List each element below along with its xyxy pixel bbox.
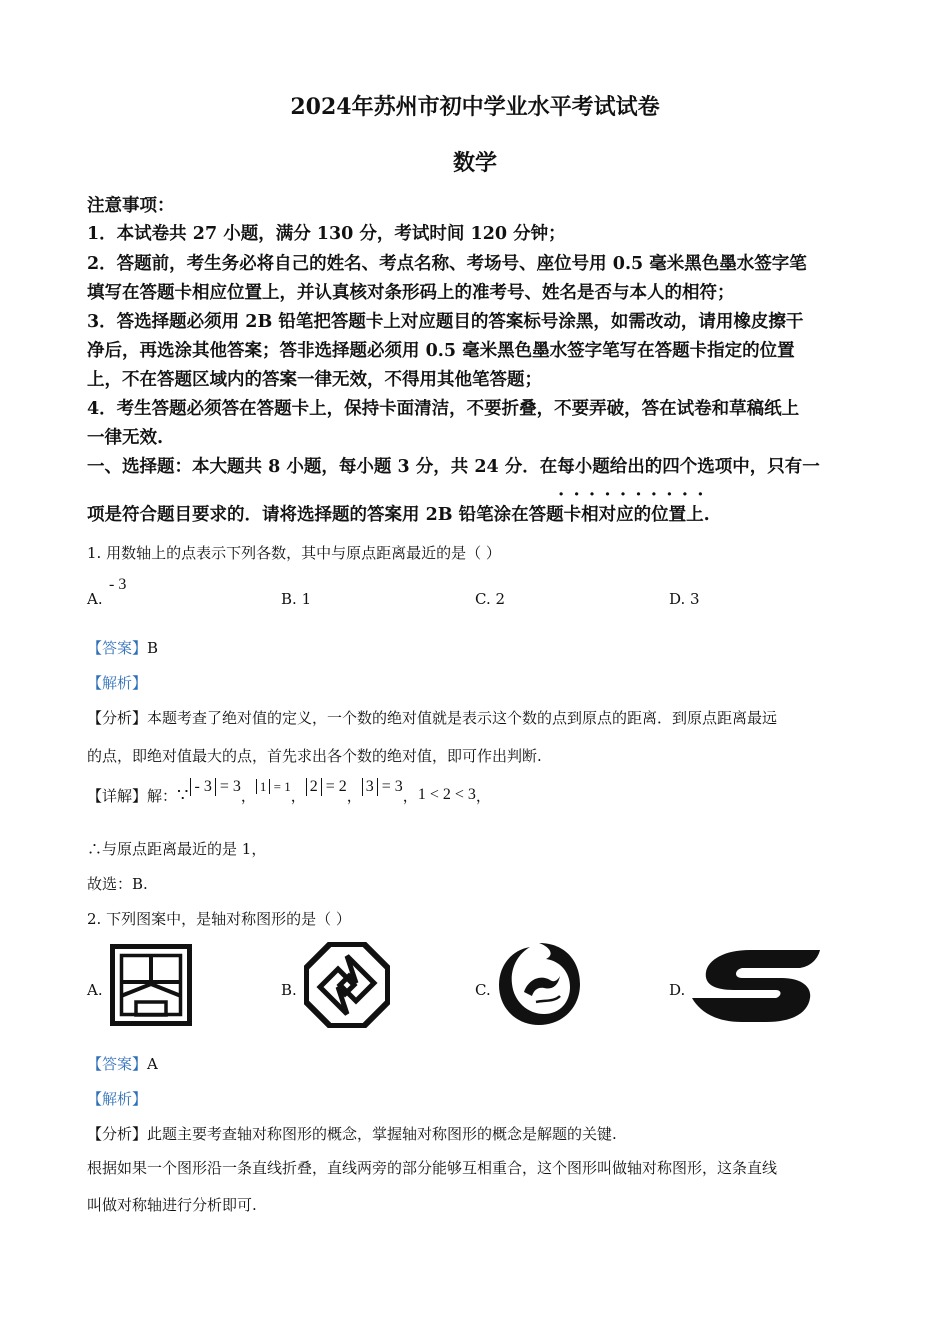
detail-prefix: 解： bbox=[147, 786, 178, 805]
answer-value: B bbox=[147, 639, 159, 657]
comma: ， bbox=[402, 786, 418, 805]
option-label: C. bbox=[475, 590, 491, 608]
notice-line: 4．考生答题必须答在答题卡上，保持卡面清洁，不要折叠，不要弄破，答在试卷和草稿纸上 bbox=[87, 399, 800, 419]
subject-title: 数学 bbox=[452, 150, 497, 176]
notice-line: 净后，再选涂其他答案；答非选择题必须用 0.5 毫米黑色墨水签字笔写在答题卡指定的位置 bbox=[87, 341, 795, 361]
abs-result: = 3 bbox=[381, 778, 403, 795]
notice-line: 1．本试卷共 27 小题，满分 130 分，考试时间 120 分钟； bbox=[87, 224, 566, 244]
answer-tag: 【答案】 bbox=[87, 1055, 148, 1073]
q1-option-b bbox=[281, 590, 311, 608]
option-value: 1 bbox=[301, 590, 312, 608]
q2-option-c-label: C. bbox=[475, 981, 491, 999]
abs-inner: 2 bbox=[306, 778, 322, 796]
option-label: B. bbox=[281, 590, 297, 608]
detail-tag: 【详解】 bbox=[87, 786, 148, 805]
q2-figure-b-icon bbox=[304, 942, 390, 1028]
q2-option-a-label: A. bbox=[87, 981, 103, 999]
notice-line: 上，不在答题区域内的答案一律无效，不得用其他笔答题； bbox=[87, 370, 542, 390]
fenxi-tag: 【分析】 bbox=[87, 1125, 148, 1143]
notice-line: 2．答题前，考生务必将自己的姓名、考点名称、考场号、座位号用 0.5 毫米黑色墨水签字笔 bbox=[87, 254, 807, 274]
q1-answer bbox=[87, 637, 158, 658]
q2-figure-c-icon bbox=[496, 940, 582, 1028]
option-label: D. bbox=[669, 590, 686, 608]
q2-body: 根据如果一个图形沿一条直线折叠，直线两旁的部分能够互相重合，这个图形叫做轴对称图形，这条直线 bbox=[87, 1159, 778, 1177]
q1-stem: 1. 用数轴上的点表示下列各数，其中与原点距离最近的是（ ） bbox=[87, 544, 501, 562]
abs-expr bbox=[306, 778, 347, 796]
q1-option-a-value: - 3 bbox=[109, 576, 127, 593]
abs-inner: 3 bbox=[362, 778, 378, 796]
answer-tag: 【答案】 bbox=[87, 639, 148, 657]
notice-line: 一律无效. bbox=[87, 428, 164, 448]
q2-figure-d-icon bbox=[690, 946, 822, 1026]
fenxi-text: 此题主要考查轴对称图形的概念，掌握轴对称图形的概念是解题的关键. bbox=[147, 1125, 617, 1143]
q1-choose: 故选：B. bbox=[87, 875, 148, 893]
q1-option-c bbox=[475, 590, 505, 608]
abs-expr bbox=[256, 779, 291, 795]
because-symbol: ∵ bbox=[177, 784, 189, 805]
notice-line: 3．答选择题必须用 2B 铅笔把答题卡上对应题目的答案标号涂黑，如需改动，请用橡皮擦干 bbox=[87, 312, 804, 332]
fenxi-text: 本题考查了绝对值的定义，一个数的绝对值就是表示这个数的点到原点的距离．到原点距离最远 bbox=[147, 709, 778, 727]
q1-fenxi-cont: 的点，即绝对值最大的点，首先求出各个数的绝对值，即可作出判断. bbox=[87, 747, 542, 765]
comma: ， bbox=[240, 786, 256, 805]
section-heading-cont: 项是符合题目要求的．请将选择题的答案用 2B 铅笔涂在答题卡相对应的位置上. bbox=[87, 505, 710, 525]
comma: ， bbox=[475, 786, 491, 805]
abs-result: = 2 bbox=[325, 778, 347, 795]
inequality: 1 < 2 < 3 bbox=[417, 786, 476, 803]
abs-inner: - 3 bbox=[190, 778, 215, 796]
q2-figure-a-icon bbox=[110, 944, 192, 1026]
fenxi-tag: 【分析】 bbox=[87, 709, 148, 727]
q1-option-a-label: A. bbox=[87, 590, 103, 608]
notice-line: 填写在答题卡相应位置上，并认真核对条形码上的准考号、姓名是否与本人的相符； bbox=[87, 283, 735, 303]
q1-analysis-tag: 【解析】 bbox=[87, 674, 148, 692]
q2-answer bbox=[87, 1053, 158, 1074]
answer-value: A bbox=[147, 1055, 158, 1073]
q2-fenxi bbox=[87, 1123, 617, 1144]
comma: ， bbox=[290, 786, 306, 805]
q2-option-b-label: B. bbox=[281, 981, 297, 999]
exam-title: 2024年苏州市初中学业水平考试试卷 bbox=[290, 94, 660, 120]
q1-conclusion: ∴与原点距离最近的是 1， bbox=[87, 840, 267, 858]
q1-option-d bbox=[669, 590, 700, 608]
abs-result: = 3 bbox=[219, 778, 241, 795]
comma: ， bbox=[346, 786, 362, 805]
abs-result: = 1 bbox=[273, 779, 291, 794]
section-heading: 一、选择题：本大题共 8 小题，每小题 3 分，共 24 分．在每小题给出的四个选项中，只有一 bbox=[87, 457, 820, 477]
notice-heading: 注意事项： bbox=[87, 196, 175, 216]
abs-expr bbox=[362, 778, 403, 796]
abs-expr bbox=[190, 778, 240, 796]
q1-fenxi bbox=[87, 707, 777, 728]
option-value: 3 bbox=[690, 590, 700, 608]
q2-analysis-tag: 【解析】 bbox=[87, 1090, 148, 1108]
q1-detail bbox=[87, 780, 491, 810]
q2-option-d-label: D. bbox=[669, 981, 686, 999]
option-value: 2 bbox=[495, 590, 506, 608]
q2-body-cont: 叫做对称轴进行分析即可. bbox=[87, 1196, 257, 1214]
q2-stem: 2. 下列图案中，是轴对称图形的是（ ） bbox=[87, 910, 351, 928]
abs-inner: 1 bbox=[256, 779, 271, 794]
emphasis-dots: ·········· bbox=[558, 484, 713, 505]
